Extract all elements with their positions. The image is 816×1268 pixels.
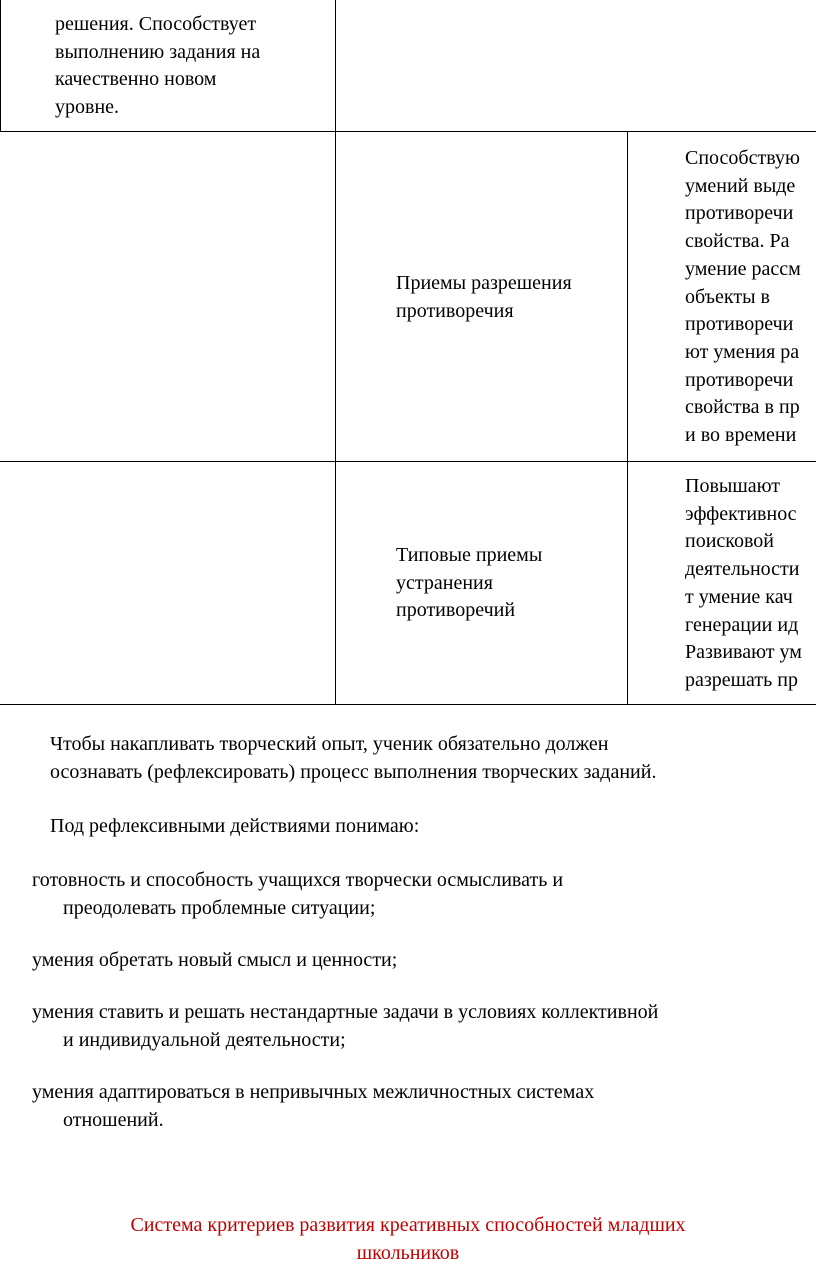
section-heading	[0, 1211, 816, 1267]
heading-line: Система критериев развития креативных способностей младших	[130, 1214, 686, 1236]
text-line: осознавать (рефлексировать) процесс выполнения творческих заданий.	[50, 761, 657, 783]
table-divider-col2	[627, 132, 628, 705]
text-line: уровне.	[55, 96, 120, 119]
text-line: Приемы разрешения	[396, 272, 572, 294]
text-line: Повышают	[685, 475, 781, 497]
table-row3-col3-text	[685, 473, 816, 695]
table-row1-col1-text	[55, 11, 333, 122]
text-line: качественно новом	[55, 68, 217, 91]
table-row3-bottom	[0, 704, 816, 705]
list-item	[32, 1078, 594, 1134]
text-line: готовность и способность учащихся творчески осмысливать и	[32, 869, 564, 891]
text-line: умение рассм	[685, 257, 801, 280]
text-line: преодолевать проблемные ситуации;	[63, 897, 376, 919]
text-line: отношений.	[63, 1109, 164, 1131]
text-line: т умение кач	[685, 585, 793, 608]
list-item	[32, 946, 397, 974]
heading-line: школьников	[356, 1242, 460, 1264]
table-row3-col2-text	[396, 542, 625, 625]
text-line: свойства в пр	[685, 396, 800, 419]
text-line: генерации ид	[685, 613, 799, 636]
text-line: противоречия	[396, 299, 514, 322]
text-line: противоречи	[685, 368, 794, 391]
intro-paragraph	[50, 730, 656, 786]
text-line: Развивают ум	[685, 641, 802, 664]
text-line: ют умения ра	[685, 340, 800, 363]
text-line: деятельности	[685, 558, 800, 581]
text-line: умений выде	[685, 174, 796, 197]
text-line: противоречий	[396, 599, 516, 622]
table-row2-col2-text	[396, 270, 625, 325]
text-line: Чтобы накапливать творческий опыт, ученик обязательно должен	[50, 733, 609, 755]
table-row2-bottom	[0, 461, 816, 462]
table-border-left-row1	[0, 0, 1, 132]
list-item	[32, 866, 563, 922]
text-line: и во времени	[685, 424, 797, 447]
text-line: устранения	[396, 571, 493, 594]
text-line: Типовые приемы	[396, 544, 543, 566]
text-line: эффективнос	[685, 502, 797, 525]
text-line: поисковой	[685, 530, 774, 553]
text-line: объекты в	[685, 285, 770, 308]
text-line: умения ставить и решать нестандартные задачи в условиях коллективной	[32, 1001, 659, 1023]
text-line: Под рефлексивными действиями понимаю:	[50, 815, 420, 837]
text-line: разрешать пр	[685, 668, 798, 691]
text-line: выполнению задания на	[55, 40, 261, 63]
lead-paragraph	[50, 812, 419, 840]
list-item	[32, 998, 658, 1054]
text-line: умения адаптироваться в непривычных межличностных системах	[32, 1081, 595, 1103]
table-divider-col1	[335, 0, 336, 705]
table-row1-bottom	[0, 131, 816, 132]
text-line: Способствую	[685, 147, 800, 169]
text-line: решения. Способствует	[55, 13, 257, 35]
text-line: умения обретать новый смысл и ценности;	[32, 949, 398, 971]
text-line: противоречи	[685, 202, 794, 225]
text-line: противоречи	[685, 313, 794, 336]
text-line: свойства. Ра	[685, 230, 790, 253]
text-line: и индивидуальной деятельности;	[63, 1029, 346, 1051]
table-row2-col3-text	[685, 145, 816, 450]
